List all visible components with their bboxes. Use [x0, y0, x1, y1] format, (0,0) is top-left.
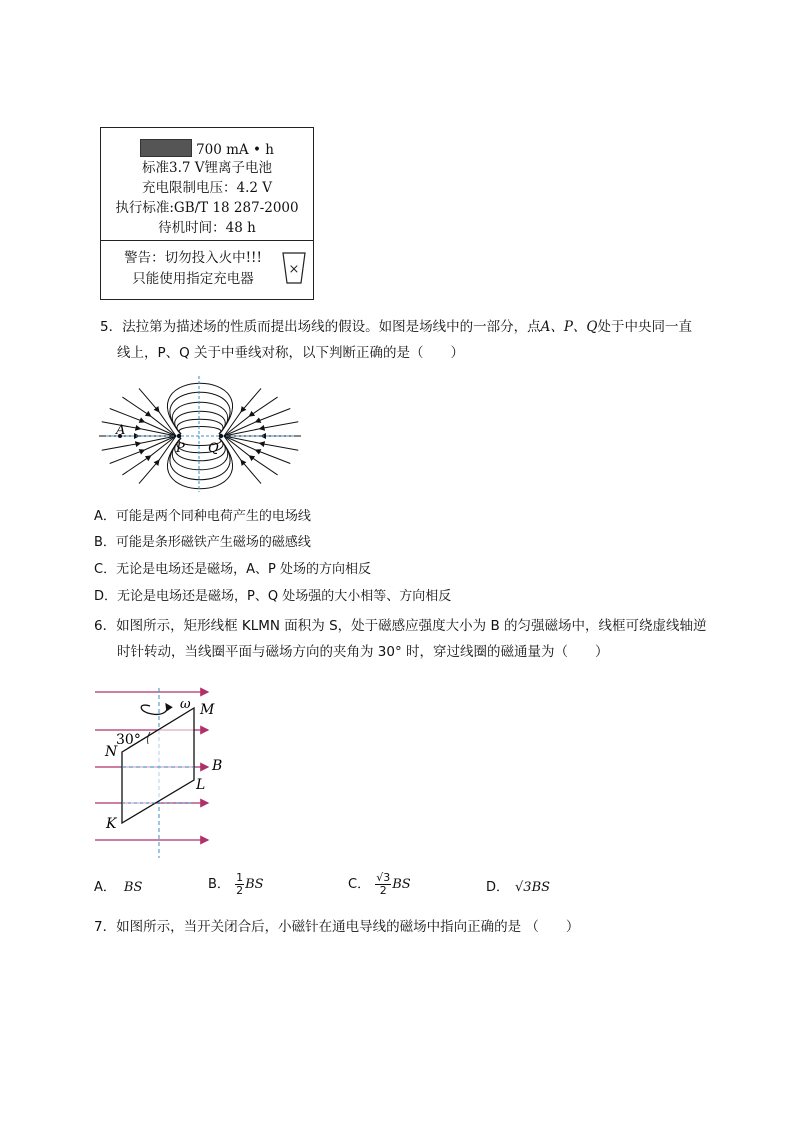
question-text: 如图所示，矩形线框 KLMN 面积为 S，处于磁感应强度大小为 B 的匀强磁场中，线框可绕虚线轴逆 [116, 618, 707, 634]
question-text: 法拉第为描述场的性质而提出场线的假设。如图是场线中的一部分，点 [122, 319, 541, 335]
question-5-line-1 [100, 318, 692, 336]
point-q [219, 434, 223, 438]
field-lines-figure [96, 374, 304, 494]
q5-option-d[interactable]: D．无论是电场还是磁场，P、Q 处场强的大小相等、方向相反 [94, 589, 452, 604]
label-b: B [212, 758, 223, 774]
field-line-right-5 [224, 422, 298, 436]
question-7-line-1 [94, 918, 579, 936]
label-l: L [196, 777, 206, 793]
capacity-text: 700 mA • h [196, 142, 274, 158]
fraction-root3-half: $\frac{√3}{2}$ [376, 871, 391, 897]
q6-option-c[interactable]: C． $\frac{√3}{2}$ BS [348, 871, 411, 897]
q6-option-a[interactable]: A． BS [94, 880, 143, 895]
question-vars: A、P、Q [540, 319, 598, 335]
q5-option-a[interactable]: A．可能是两个同种电荷产生的电场线 [94, 509, 311, 524]
question-text-tail: 处于中央同一直 [597, 319, 692, 335]
label-n: N [105, 744, 118, 760]
label-divider [101, 240, 313, 241]
field-line-left-3 [102, 436, 176, 450]
battery-spec-panel [101, 128, 313, 240]
no-bin-icon [281, 251, 307, 285]
bin-symbol: × [288, 262, 300, 277]
coil-figure [90, 680, 240, 860]
warning-line-1: 警告：切勿投入火中!!! [124, 250, 262, 266]
battery-label [100, 127, 314, 300]
q6-option-b[interactable]: B． $\frac{1}{2}$ BS [208, 871, 264, 897]
standard-line: 执行标准:GB/T 18 287-2000 [115, 200, 299, 216]
label-k: K [106, 816, 117, 832]
question-text: 如图所示，当开关闭合后，小磁针在通电导线的磁场中指向正确的是 （ ） [116, 919, 580, 935]
coil-frame [122, 708, 194, 823]
standby-line: 待机时间：48 h [158, 220, 256, 236]
label-m: M [200, 702, 215, 718]
warning-line-2: 只能使用指定充电器 [132, 271, 254, 287]
point-p [177, 434, 181, 438]
label-angle: 30° [116, 732, 141, 748]
q5-option-b[interactable]: B．可能是条形磁铁产生磁场的磁感线 [94, 535, 311, 550]
q6-option-d[interactable]: D． √3BS [486, 880, 551, 895]
charge-voltage-line: 充电限制电压：4.2 V [141, 180, 272, 196]
question-number: 7． [94, 919, 117, 935]
question-6-line-2: 时针转动，当线圈平面与磁场方向的夹角为 30° 时，穿过线圈的磁通量为（ ） [117, 644, 609, 660]
label-p: P [176, 441, 185, 456]
fraction-one-half: $\frac{1}{2}$ [236, 871, 244, 897]
question-number: 5． [100, 319, 123, 335]
field-line-upper-4 [170, 392, 230, 434]
capacity-line [101, 139, 313, 159]
label-omega: ω [180, 697, 191, 712]
rotation-arrow [141, 704, 167, 714]
question-6-line-1 [94, 617, 707, 635]
label-q: Q [208, 441, 219, 456]
field-line-right-3 [224, 436, 298, 450]
battery-spec-line: 标准3.7 V锂离子电池 [141, 160, 272, 176]
brand-block [140, 139, 192, 157]
question-number: 6． [94, 618, 117, 634]
field-line-left-5 [102, 422, 176, 436]
label-a: A [116, 423, 126, 438]
q5-option-c[interactable]: C．无论是电场还是磁场，A、P 处场的方向相反 [94, 562, 371, 577]
field-line-upper-0 [179, 427, 221, 435]
question-5-line-2: 线上，P、Q 关于中垂线对称，以下判断正确的是（ ） [117, 345, 465, 361]
